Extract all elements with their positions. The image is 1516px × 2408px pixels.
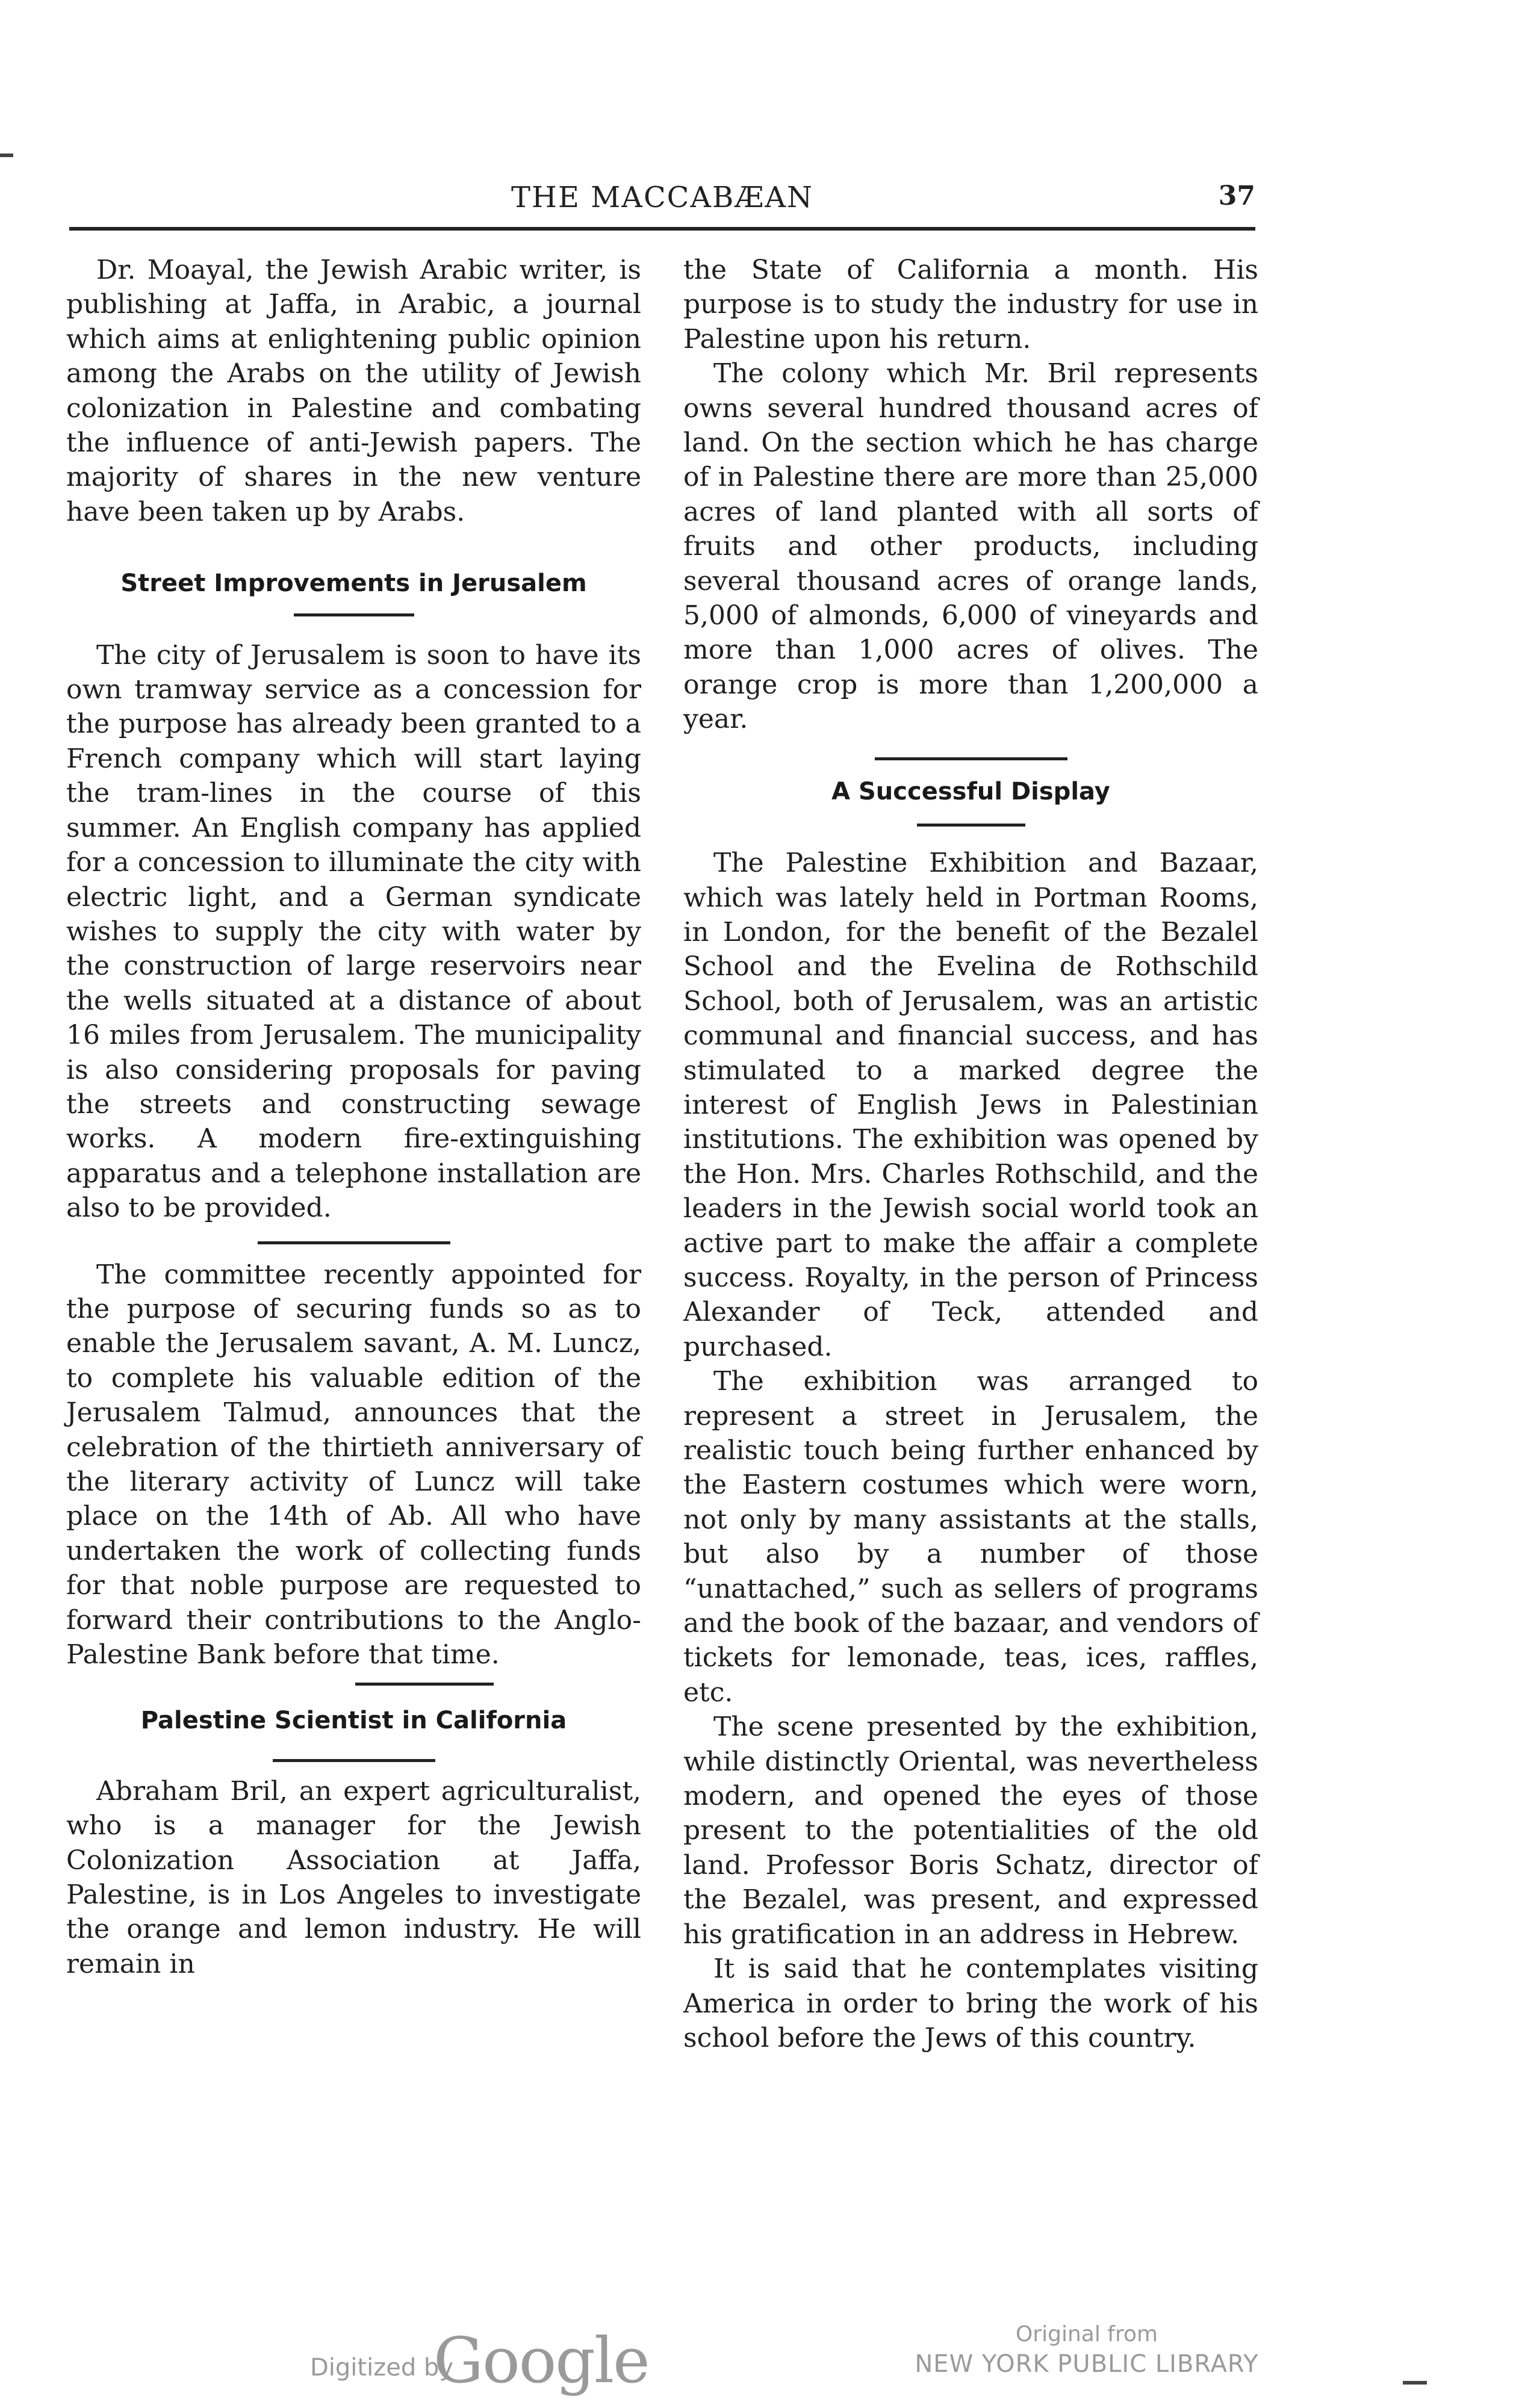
- section-rule: [917, 824, 1025, 827]
- paragraph-oriental-scene: The scene presented by the exhibition, while distinctly Oriental, was nevertheless modern, and opened the eyes of those present to the potentialities of the old land. Professor Boris Schatz, director of the Bezalel, was present, and expressed his gratification in an address in Hebrew.: [683, 1711, 1258, 1950]
- left-column: [66, 253, 641, 1981]
- original-from-label: Original from: [1015, 2322, 1158, 2347]
- paragraph-america-visit: It is said that he contemplates visiting America in order to bring the work of his school before the Jews of this country.: [683, 1953, 1258, 2053]
- digitized-by-label: Digitized by: [310, 2354, 453, 2382]
- google-logo: Google: [433, 2324, 649, 2397]
- running-title: THE MACCABÆAN: [511, 181, 814, 214]
- digitized-by-google-footer: [310, 2324, 816, 2396]
- section-rule: [355, 1683, 494, 1686]
- paragraph-moayal: Dr. Moayal, the Jewish Arabic writer, is publishing at Jaffa, in Arabic, a journal which aims at enlightening public opinion among the Arabs on the utility of Jewish colonization in Palestine and combating the influence of anti-Jewish papers. The majority of shares in the new venture have been taken up by Arabs.: [66, 255, 641, 527]
- paragraph-street-representation: The exhibition was arranged to represent a street in Jerusalem, the realistic touch being further enhanced by the Eastern costumes which were worn, not only by many assistants at the stalls, but also by a number of those “unattached,” such as sellers of programs and the book of the bazaar, and vendors of tickets for lemonade, teas, ices, raffles, etc.: [683, 1366, 1258, 1708]
- paragraph-jerusalem-tramway: The city of Jerusalem is soon to have its own tramway service as a concession for the purpose has already been granted to a French company which will start laying the tram-lines in the course of this summer. An English company has applied for a concession to illuminate the city with electric light, and a German syndicate wishes to supply the city with water by the construction of large reservoirs near the wells situated at a distance of about 16 miles from Jerusalem. The municipality is also considering proposals for paving the streets and constructing sewage works. A modern fire-extinguishing apparatus and a telephone installation are also to be provided.: [66, 639, 641, 1224]
- paragraph-bril-continued: the State of California a month. His purpose is to study the industry for use in Palestine upon his return.: [683, 255, 1258, 355]
- paragraph-abraham-bril: Abraham Bril, an expert agriculturalist, who is a manager for the Jewish Colonization Association at Jaffa, Palestine, is in Los Angeles to investigate the orange and lemon industry. He will remain in: [66, 1775, 641, 1979]
- heading-street-improvements: Street Improvements in Jerusalem: [120, 569, 587, 598]
- library-name: NEW YORK PUBLIC LIBRARY: [915, 2350, 1259, 2378]
- heading-palestine-scientist: Palestine Scientist in California: [140, 1707, 567, 1735]
- paragraph-exhibition-bazaar: The Palestine Exhibition and Bazaar, which was lately held in Portman Rooms, in London, for the benefit of the Bezalel School and the Evelina de Rothschild School, both of Jerusalem, was an artistic communal and financial success, and has stimulated to a marked degree the interest of English Jews in Palestinian institutions. The exhibition was opened by the Hon. Mrs. Charles Rothschild, and the leaders in the Jewish social world took an active part to make the affair a complete success. Royalty, in the person of Princess Alexander of Teck, attended and purchased.: [683, 848, 1258, 1362]
- section-rule: [294, 613, 414, 616]
- section-rule: [273, 1759, 435, 1762]
- header-rule: [69, 227, 1255, 231]
- paragraph-colony-acres: The colony which Mr. Bril represents owns several hundred thousand acres of land. On the section which he has charge of in Palestine there are more than 25,000 acres of land planted with all sorts of fruits and other products, including several thousand acres of orange lands, 5,000 of almonds, 6,000 of vineyards and more than 1,000 acres of olives. The orange crop is more than 1,200,000 a year.: [683, 358, 1258, 735]
- running-head: [69, 181, 1255, 223]
- right-column: [683, 253, 1258, 2055]
- heading-successful-display: A Successful Display: [831, 777, 1110, 805]
- section-rule: [258, 1241, 450, 1244]
- section-rule: [875, 757, 1067, 760]
- margin-mark: [0, 154, 13, 157]
- margin-mark: [1403, 2381, 1427, 2385]
- paragraph-luncz-talmud: The committee recently appointed for the purpose of securing funds so as to enable the Jerusalem savant, A. M. Luncz, to complete his valuable edition of the Jerusalem Talmud, announces that the celebration of the thirtieth anniversary of the literary activity of Luncz will take place on the 14th of Ab. All who have undertaken the work of collecting funds for that noble purpose are requested to forward their contributions to the Anglo-Palestine Bank before that time.: [66, 1259, 641, 1671]
- page-number: 37: [1218, 181, 1255, 211]
- original-from-footer: [870, 2321, 1303, 2393]
